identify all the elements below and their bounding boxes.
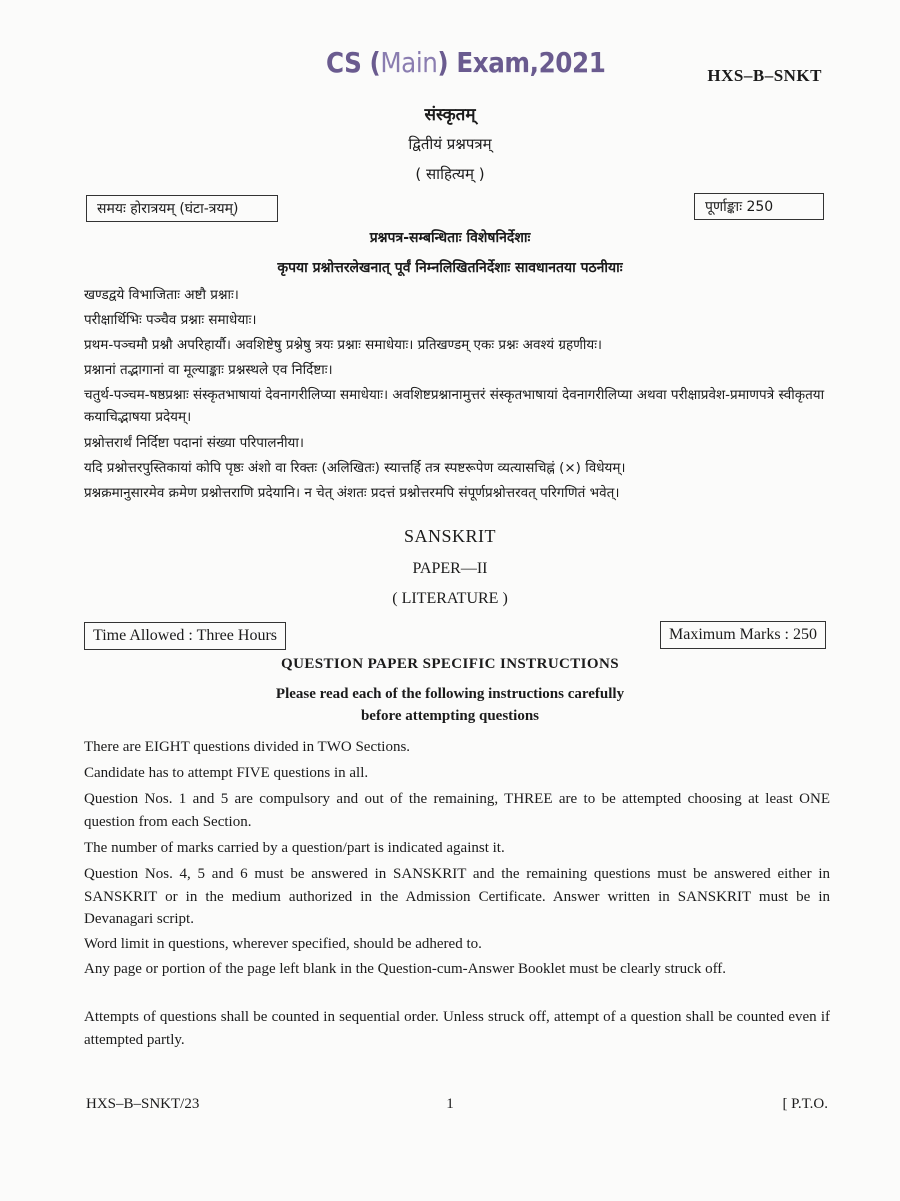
english-subheading-line1: Please read each of the following instructions carefully xyxy=(275,686,625,702)
page-number: 1 xyxy=(446,1096,454,1112)
hindi-marks-box: पूर्णाङ्काः 250 xyxy=(694,193,824,220)
english-instruction: There are EIGHT questions divided in TWO Sections. xyxy=(84,739,411,755)
english-instruction: Candidate has to attempt FIVE questions in all. xyxy=(84,765,369,781)
english-title: SANSKRIT xyxy=(403,526,496,546)
hindi-instruction: परीक्षार्थिभिः पञ्चैव प्रश्नाः समाधेयाः। xyxy=(84,312,257,328)
english-subject: ( LITERATURE ) xyxy=(392,590,508,607)
hindi-instruction: प्रश्नानां तद्भागानां वा मूल्याङ्काः प्रश्नस्थले एव निर्दिष्टाः। xyxy=(84,362,333,378)
hindi-heading: प्रश्नपत्र-सम्बन्धिताः विशेषनिर्देशाः xyxy=(369,230,531,246)
hindi-instruction: खण्डद्वये विभाजिताः अष्टौ प्रश्नाः। xyxy=(84,287,239,303)
hindi-instruction: प्रश्नोत्तरार्थं निर्दिष्टा पदानां संख्या परिपालनीया। xyxy=(84,435,305,451)
english-heading: QUESTION PAPER SPECIFIC INSTRUCTIONS xyxy=(281,656,619,672)
hindi-title: संस्कृतम् xyxy=(424,105,476,125)
english-time-box: Time Allowed : Three Hours xyxy=(84,622,286,650)
hindi-instruction: चतुर्थ-पञ्चम-षष्ठप्रश्नाः संस्कृतभाषायां देवनागरीलिप्या समाधेयाः। अवशिष्टप्रश्नानामुत्तरं संस्कृतभाषायां देवनागरीलिप्या अथवा परीक्षाप्रवेश-प्रमाणपत्रे स्वीकृतया कयाचिद्भाषया प्रदेयम्। xyxy=(84,387,825,425)
hindi-subheading: कृपया प्रश्नोत्तरलेखनात् पूर्वं निम्नलिखितनिर्देशाः सावधानतया पठनीयाः xyxy=(277,260,623,276)
hindi-instruction: प्रथम-पञ्चमौ प्रश्नौ अपरिहार्यौ। अवशिष्टेषु प्रश्नेषु त्रयः प्रश्नाः समाधेयाः। प्रतिखण्डम् एकः प्रश्नः अवश्यं ग्रहणीयः। xyxy=(84,337,603,353)
hindi-paper: द्वितीयं प्रश्नपत्रम् xyxy=(408,135,492,153)
hindi-instruction: यदि प्रश्नोत्तरपुस्तिकायां कोपि पृष्ठः अंशो वा रिक्तः (अलिखितः) स्यात्तर्हि तत्र स्पष्टरूपेण व्यत्यासचिह्नं (×) विधेयम्। xyxy=(84,460,626,476)
english-instruction: Attempts of questions shall be counted in sequential order. Unless struck off, attempt of a question shall be counted even if attempted partly. xyxy=(84,1009,830,1048)
footer-code-text: HXS–B–SNKT/23 xyxy=(86,1096,200,1112)
english-marks-box: Maximum Marks : 250 xyxy=(660,621,826,649)
english-instruction: Question Nos. 1 and 5 are compulsory and out of the remaining, THREE are to be attempted choosing at least ONE question from each Section. xyxy=(84,791,830,830)
stamp-suffix: ) Exam,2021 xyxy=(437,46,606,79)
english-instruction: Word limit in questions, wherever specified, should be adhered to. xyxy=(84,936,482,952)
pto-label: [ P.T.O. xyxy=(782,1096,828,1112)
english-subheading-line2: before attempting questions xyxy=(360,708,540,724)
hindi-instruction: प्रश्नक्रमानुसारमेव क्रमेण प्रश्नोत्तराणि प्रदेयानि। न चेत् अंशतः प्रदत्तं प्रश्नोत्तरमपि संपूर्णप्रश्नोत्तरवत् परिगणितं भवेत्। xyxy=(84,485,620,501)
english-instruction: Any page or portion of the page left blank in the Question-cum-Answer Booklet must be clearly struck off. xyxy=(84,961,727,977)
exam-stamp xyxy=(326,46,605,79)
english-instruction: The number of marks carried by a question/part is indicated against it. xyxy=(84,840,505,856)
hindi-time-box: समयः होरात्रयम् (घंटा-त्रयम्) xyxy=(86,195,278,222)
english-paper: PAPER—II xyxy=(412,560,488,577)
hindi-subject: ( साहित्यम् ) xyxy=(415,165,485,183)
stamp-main: Main xyxy=(380,46,438,79)
stamp-prefix: CS ( xyxy=(326,46,381,79)
paper-code: HXS–B–SNKT xyxy=(707,66,822,85)
english-instruction: Question Nos. 4, 5 and 6 must be answered in SANSKRIT and the remaining questions must be answered either in SANSKRIT or in the medium authorized in the Admission Certificate. Answer written in SANSKRIT must be in Devanagari script. xyxy=(84,866,830,927)
